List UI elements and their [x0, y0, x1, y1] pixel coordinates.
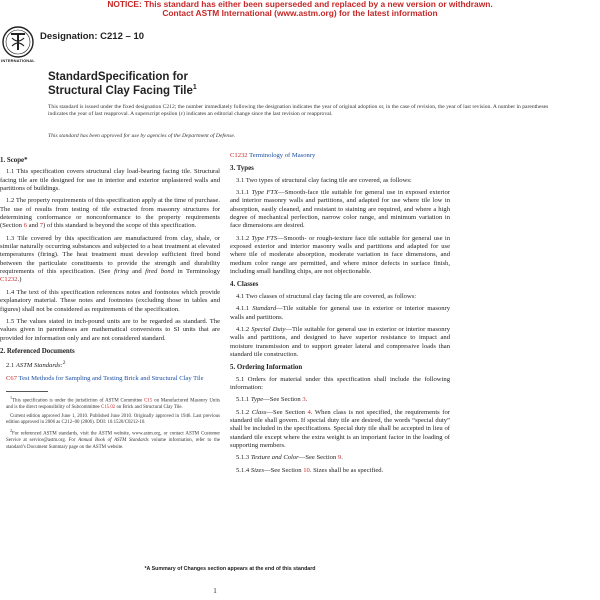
right-column	[230, 152, 450, 479]
footnote-1-edition: Current edition approved June 1, 2010. Published June 2010. Originally approved in 1946. Last previous edition approved in 2006 as C212–00 (2006). DOI: 10.1520/C0212-10.	[6, 413, 220, 425]
reference-title-c1232[interactable]: Terminology of Masonry	[249, 152, 316, 159]
astm-logo-icon	[2, 26, 34, 70]
paragraph-5-1: 5.1 Orders for material under this specification shall include the following information:	[230, 375, 450, 391]
notice-line-1: NOTICE: This standard has either been superseded and replaced by a new version or withdrawn.	[107, 0, 493, 9]
paragraph-5-1-4: 5.1.4 Sizes—See Section 10. Sizes shall be as specified.	[236, 466, 384, 474]
paragraph-1-4: 1.4 The text of this specification references notes and footnotes which provide explanatory material. These notes and footnotes (excluding those in tables and figures) shall not be considered as requirements of the specification.	[0, 288, 220, 313]
superseded-notice	[0, 0, 600, 19]
title-line-2: Structural Clay Facing Tile$^1$	[48, 84, 197, 97]
paragraph-1-1: 1.1 This specification covers structural clay load-bearing facing tile. Structural facing tile are tile designed for use in interior and exterior unplastered walls and partitions of buildings.	[0, 168, 220, 193]
section-heading-ordering: 5. Ordering Information	[230, 364, 303, 372]
section-link-9[interactable]: 9	[337, 454, 342, 462]
standard-note: This standard is issued under the fixed designation C212; the number immediately following the designation indicates the year of original adoption or, in the case of revision, the year of last revision. A number in parentheses indicates the year of last reapproval. A superscript epsilon (ε) indicates an editorial change since the last revision or reapproval.	[48, 104, 549, 118]
notice-line-2: Contact ASTM International (www.astm.org) for the latest information	[162, 8, 438, 19]
reference-c67[interactable]	[0, 375, 220, 383]
footnote-2: $^2$For referenced ASTM standards, visit the ASTM website, www.astm.org, or contact ASTM Customer Service at service@astm.org. For Annual Book of ASTM Standards volume information, refer to the standard’s Document Summary page on the ASTM website.	[6, 428, 221, 450]
paragraph-1-3: 1.3 Tile covered by this specification are manufactured from clay, shale, or similar naturally occurring substances and subjected to a heat treatment at elevated temperatures (firing). The heat treatment must develop sufficient fired bond between the particulate constituents to provide the strength and durability requirements of this specification. (See firing and fired bond in Terminology C1232.)	[0, 234, 220, 284]
section-heading-types: 3. Types	[230, 165, 254, 173]
section-link-4[interactable]: 4	[307, 408, 311, 416]
page-number: 1	[213, 587, 217, 595]
document-title	[48, 70, 197, 98]
section-link-3[interactable]: 3	[302, 396, 306, 404]
paragraph-3-1-2: 3.1.2 Type FTS—Smooth- or rough-texture face tile suitable for general use in exposed exterior and interior masonry walls and partitions and adapted for use where tile of moderate absorption, moderate variation in face dimensions, and medium color range are permitted, and where minor defects in surface finish, including small handling chips, are not objectionable.	[230, 234, 451, 276]
paragraph-5-1-1: 5.1.1 Type—See Section 3.	[236, 396, 308, 404]
section-heading-referenced: 2. Referenced Documents	[0, 347, 75, 355]
designation: Designation: C212 – 10	[40, 31, 145, 42]
paragraph-4-1-2: 4.1.2 Special Duty—Tile suitable for general use in exterior or interior masonry walls and partitions, and designed to have superior resistance to impact and moisture transmission and to support greater lateral and compressive loads than standard tile construction.	[230, 325, 450, 358]
committee-link-c15[interactable]: C15	[144, 398, 153, 404]
approval-note: This standard has been approved for use by agencies of the Department of Defense.	[48, 133, 236, 139]
paragraph-5-1-2: 5.1.2 Class—See Section 4. When class is not specified, the requirements for standard tile shall govern. If special duty tile are desired, the words “special duty” shall be included in the specifications. Special duty tile shall be accepted in lieu of standard tile except where the extra weight is an important factor in the loading of supporting members.	[230, 408, 450, 449]
paragraph-3-1-1: 3.1.1 Type FTX—Smooth-face tile suitable for general use in exposed exterior and interior masonry walls and partitions, and adapted for use where tile low in absorption, easily cleaned, and resistant to staining are required, and where a high degree of mechanical perfection, narrow color range, and minimum variation in face dimensions are desired.	[230, 189, 450, 230]
paragraph-3-1: 3.1 Two types of structural clay facing tile are covered, as follows:	[236, 176, 412, 184]
summary-of-changes-note: *A Summary of Changes section appears at the end of this standard	[144, 566, 316, 572]
paragraph-2-1: 2.1 ASTM Standards:$^2$	[6, 360, 66, 370]
section-heading-scope: 1. Scope*	[0, 157, 28, 164]
left-column	[0, 152, 220, 453]
title-footnote-mark: 1	[192, 84, 197, 92]
paragraph-1-5: 1.5 The values stated in inch-pound units are to be regarded as standard. The values given in parentheses are mathematical conversions to SI units that are provided for information only and are not considered standard.	[0, 317, 220, 342]
subcommittee-link-c15-02[interactable]: C15.02	[100, 405, 116, 411]
paragraph-5-1-3: 5.1.3 Texture and Color—See Section 9.	[236, 454, 343, 462]
paragraph-1-2: 1.2 The property requirements of this specification apply at the time of purchase. The use of results from testing of tile extracted from masonry structures for determining conformance or nonconformance to the property requirements (Section 6 and 7) of this standard is beyond the scope of this specification.	[0, 197, 220, 230]
section-link-7[interactable]: 7	[39, 222, 44, 230]
footnotes	[0, 395, 220, 451]
title-line-1: StandardSpecification for	[48, 71, 188, 83]
paragraph-4-1: 4.1 Two classes of structural clay facing tile are covered, as follows:	[236, 292, 417, 300]
logo-caption: INTERNATIONAL	[1, 58, 35, 63]
reference-code-c1232[interactable]: C1232	[230, 152, 248, 159]
footnote-1: $^1$This specification is under the jurisdiction of ASTM Committee C15 on Manufactured Masonry Units and is the direct responsibility of Subcommittee C15.02 on Brick and Structural Clay Tile.	[6, 395, 220, 411]
terminology-link-c1232[interactable]: C1232	[0, 276, 18, 284]
paragraph-4-1-1: 4.1.1 Standard—Tile suitable for general use in exterior or interior masonry walls and partitions.	[230, 305, 450, 321]
reference-code-c67[interactable]: C67	[6, 374, 17, 382]
section-link-10[interactable]: 10	[303, 466, 310, 474]
section-link-6[interactable]: 6	[23, 222, 27, 230]
reference-c1232[interactable]	[230, 152, 450, 160]
reference-title-c67[interactable]: Test Methods for Sampling and Testing Brick and Structural Clay Tile	[18, 374, 204, 382]
footnote-divider	[6, 391, 48, 392]
section-heading-classes: 4. Classes	[230, 281, 259, 289]
